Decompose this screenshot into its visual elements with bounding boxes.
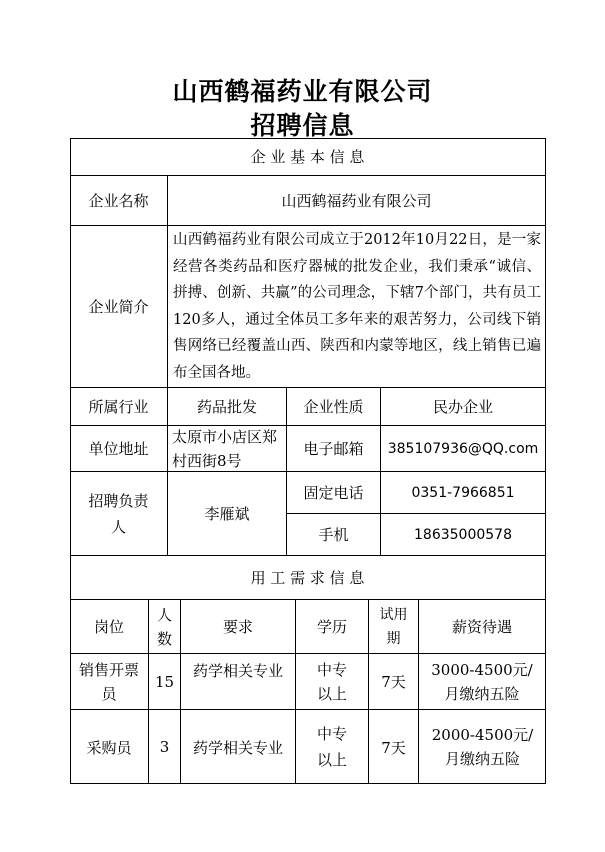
row-2-salary-text: 2000-4500元/月缴纳五险 [431,726,534,768]
col-header-position [70,600,149,654]
company-name-value-text: 山西鹤福药业有限公司 [281,192,432,210]
address-label-text: 单位地址 [88,440,149,458]
basic-info-header-text: 企 业 基 本 信 息 [250,148,365,166]
company-intro-text: 山西鹤福药业有限公司成立于2012年10月22日，是一家经营各类药品和医疗器械的批发企业，我们秉承“诚信、拼搏、创新、共赢”的公司理念，下辖7个部门，共有员工120多人，通过全体员工多年来的艰苦努力，公司线下销售网络已经覆盖山西、陕西和内蒙等地区，线上销售已遍布全国各地。 [173,232,541,381]
address-value-text: 太原市小店区郑村西街8号 [172,427,278,470]
row-1-education-text: 中专以上 [316,660,347,703]
company-name-label-text: 企业名称 [88,192,149,210]
col-header-salary [419,600,546,654]
contact-label [70,472,168,556]
table-row-2-count [149,710,181,784]
email-label-text: 电子邮箱 [303,440,364,458]
nature-label-text: 企业性质 [303,398,364,416]
row-2-count-text: 3 [159,738,170,756]
industry-label [70,388,168,426]
address-label [70,426,168,472]
table-row-1-position [70,654,149,710]
jobs-info-header-text: 用 工 需 求 信 息 [250,569,365,587]
phone-value [381,472,546,514]
table-row-2-salary [419,710,546,784]
row-2-education-text: 中专以上 [316,725,347,769]
industry-label-text: 所属行业 [88,398,149,416]
row-1-salary-text: 3000-4500元/月缴纳五险 [431,660,533,703]
company-intro-value [168,226,546,388]
contact-label-text: 招聘负责人 [88,491,149,536]
table-row-2-position [70,710,149,784]
mobile-label-text: 手机 [318,526,349,544]
nature-label [287,388,381,426]
industry-value-text: 药品批发 [196,398,257,416]
table-row-2-education [296,710,369,784]
document-title: 招聘信息 [250,111,355,140]
company-intro-label-text: 企业简介 [88,298,149,316]
col-header-count [149,600,181,654]
contact-value [168,472,287,556]
recruitment-table [70,138,546,784]
row-1-requirement-text: 药学相关专业 [192,662,283,680]
contact-value-text: 李雁斌 [204,505,250,523]
mobile-value [381,514,546,556]
row-2-probation-text: 7天 [381,738,406,757]
row-1-count-text: 15 [154,672,175,691]
table-row-1-probation [369,654,419,710]
col-header-probation-text: 试用期 [379,606,408,647]
col-header-position-text: 岗位 [93,618,124,636]
col-header-count-text: 人数 [157,605,173,648]
table-row-1-education [296,654,369,710]
nature-value-text: 民办企业 [432,398,493,416]
jobs-info-header [70,556,546,600]
table-row-2-requirement [181,710,296,784]
industry-value [168,388,287,426]
basic-info-header [70,138,546,176]
col-header-education-text: 学历 [316,618,347,636]
email-value-text: 385107936@QQ.com [387,440,539,457]
table-row-1-salary [419,654,546,710]
mobile-label [287,514,381,556]
company-name-label [70,176,168,226]
nature-value [381,388,546,426]
email-value [381,426,546,472]
row-1-position-text: 销售开票员 [78,660,139,703]
phone-label-text: 固定电话 [303,484,364,502]
company-title: 山西鹤福药业有限公司 [172,77,433,106]
company-intro-label [70,226,168,388]
email-label [287,426,381,472]
col-header-requirement [181,600,296,654]
table-row-1-count [149,654,181,710]
col-header-requirement-text: 要求 [222,618,253,636]
row-2-requirement-text: 药学相关专业 [192,738,283,757]
mobile-value-text: 18635000578 [414,526,512,543]
phone-label [287,472,381,514]
table-row-1-requirement [181,654,296,710]
table-row-2-probation [369,710,419,784]
phone-value-text: 0351-7966851 [411,484,515,501]
row-2-position-text: 采购员 [86,738,132,757]
col-header-education [296,600,369,654]
address-value [168,426,287,472]
company-name-value [168,176,546,226]
col-header-probation [369,600,419,654]
row-1-probation-text: 7天 [381,673,406,691]
col-header-salary-text: 薪资待遇 [451,618,512,636]
